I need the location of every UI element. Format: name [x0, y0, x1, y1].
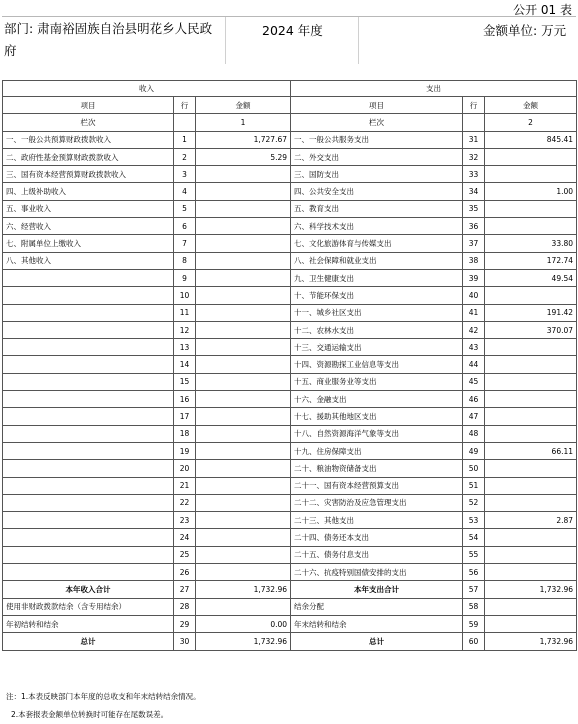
expense-amount: 1,732.96: [485, 581, 577, 598]
expense-item-header: 项目: [291, 97, 463, 114]
table-row: [3, 166, 577, 183]
income-row-number: 14: [174, 356, 196, 373]
income-amount: [196, 321, 291, 338]
income-row-number: 16: [174, 391, 196, 408]
income-amount: [196, 512, 291, 529]
expense-row-number: 58: [463, 598, 485, 615]
table-row: [3, 356, 577, 373]
income-row-number: 2: [174, 148, 196, 165]
income-row-number: 22: [174, 494, 196, 511]
income-amount: [196, 546, 291, 563]
income-amount: [196, 391, 291, 408]
form-code: 公开 01 表: [513, 3, 572, 17]
expense-row-number: 33: [463, 166, 485, 183]
table-row: [3, 512, 577, 529]
income-amount: [196, 269, 291, 286]
expense-row-number: 47: [463, 408, 485, 425]
income-row-number: 19: [174, 442, 196, 459]
income-row-number: 10: [174, 287, 196, 304]
expense-row-number: 35: [463, 200, 485, 217]
expense-item: 本年支出合计: [291, 581, 463, 598]
expense-amount: [485, 373, 577, 390]
expense-row-number: 39: [463, 269, 485, 286]
income-amount: [196, 598, 291, 615]
income-row-number: 11: [174, 304, 196, 321]
expense-amount: 49.54: [485, 269, 577, 286]
expense-item: 十六、金融支出: [291, 391, 463, 408]
income-item: [3, 494, 174, 511]
fiscal-year: 2024 年度: [226, 17, 359, 64]
income-amount: [196, 356, 291, 373]
income-amount: 1,727.67: [196, 131, 291, 148]
expense-item: 十三、交通运输支出: [291, 339, 463, 356]
expense-row-number: 38: [463, 252, 485, 269]
expense-item: 十四、资源勘探工业信息等支出: [291, 356, 463, 373]
expense-item: 三、国防支出: [291, 166, 463, 183]
income-item: [3, 373, 174, 390]
expense-lanci-row: [463, 114, 485, 131]
income-item: 使用非财政拨款结余（含专用结余）: [3, 598, 174, 615]
table-row: [3, 425, 577, 442]
income-item-header: 项目: [3, 97, 174, 114]
expense-row-number: 45: [463, 373, 485, 390]
income-item: 二、政府性基金预算财政拨款收入: [3, 148, 174, 165]
income-item: 一、一般公共预算财政拨款收入: [3, 131, 174, 148]
income-row-number: 27: [174, 581, 196, 598]
income-item: 八、其他收入: [3, 252, 174, 269]
income-item: 三、国有资本经营预算财政拨款收入: [3, 166, 174, 183]
expense-row-number: 42: [463, 321, 485, 338]
income-row-number: 3: [174, 166, 196, 183]
income-item: [3, 425, 174, 442]
table-row: [3, 391, 577, 408]
expense-row-number: 57: [463, 581, 485, 598]
expense-amount: [485, 477, 577, 494]
expense-item: 七、文化旅游体育与传媒支出: [291, 235, 463, 252]
expense-row-number: 50: [463, 460, 485, 477]
expense-item: 二十一、国有资本经营预算支出: [291, 477, 463, 494]
table-row: [3, 564, 577, 581]
amount-unit: 金额单位: 万元: [483, 23, 567, 38]
table-row: [3, 287, 577, 304]
income-row-number: 18: [174, 425, 196, 442]
income-row-number: 6: [174, 218, 196, 235]
income-row-number: 5: [174, 200, 196, 217]
table-row: [3, 442, 577, 459]
table-row: [3, 339, 577, 356]
income-amount: [196, 442, 291, 459]
income-item: 五、事业收入: [3, 200, 174, 217]
income-row-number: 29: [174, 615, 196, 632]
expense-item: 二十、粮油物资储备支出: [291, 460, 463, 477]
income-amount: [196, 339, 291, 356]
table-row: [3, 200, 577, 217]
table-row: [3, 183, 577, 200]
income-amount: [196, 304, 291, 321]
income-amount: [196, 494, 291, 511]
income-amount: [196, 287, 291, 304]
income-item: [3, 477, 174, 494]
expense-item: 二十二、灾害防治及应急管理支出: [291, 494, 463, 511]
expense-amount: [485, 339, 577, 356]
income-amount: [196, 425, 291, 442]
income-row-number: 23: [174, 512, 196, 529]
expense-item: 十八、自然资源海洋气象等支出: [291, 425, 463, 442]
expense-item: 二十五、债务付息支出: [291, 546, 463, 563]
expense-row-number: 34: [463, 183, 485, 200]
table-row: [3, 252, 577, 269]
income-amount: [196, 529, 291, 546]
table-row: [3, 304, 577, 321]
expense-row-number: 37: [463, 235, 485, 252]
income-row-header: 行: [174, 97, 196, 114]
expense-row-number: 48: [463, 425, 485, 442]
expense-item: 二十六、抗疫特别国债安排的支出: [291, 564, 463, 581]
table-row: [3, 269, 577, 286]
expense-row-number: 60: [463, 633, 485, 650]
income-item: [3, 442, 174, 459]
income-amount: [196, 477, 291, 494]
expense-amount: 66.11: [485, 442, 577, 459]
expense-amount: 33.80: [485, 235, 577, 252]
table-row: [3, 615, 577, 632]
income-item: 总计: [3, 633, 174, 650]
income-item: [3, 408, 174, 425]
income-row-number: 1: [174, 131, 196, 148]
expense-item: 二十三、其他支出: [291, 512, 463, 529]
income-row-number: 4: [174, 183, 196, 200]
expense-row-number: 54: [463, 529, 485, 546]
expense-amount: 191.42: [485, 304, 577, 321]
table-row: [3, 408, 577, 425]
table-row: [3, 494, 577, 511]
income-lanci-label: 栏次: [3, 114, 174, 131]
expense-amount: [485, 391, 577, 408]
expense-amount: [485, 494, 577, 511]
income-row-number: 8: [174, 252, 196, 269]
income-item: [3, 391, 174, 408]
income-row-number: 24: [174, 529, 196, 546]
income-amount: 1,732.96: [196, 633, 291, 650]
income-row-number: 13: [174, 339, 196, 356]
expense-row-number: 41: [463, 304, 485, 321]
expense-row-number: 32: [463, 148, 485, 165]
expense-amount: [485, 529, 577, 546]
expense-amount: [485, 598, 577, 615]
table-row: [3, 148, 577, 165]
expense-item: 十、节能环保支出: [291, 287, 463, 304]
expense-item: 六、科学技术支出: [291, 218, 463, 235]
income-amount: [196, 166, 291, 183]
expense-amount: 1,732.96: [485, 633, 577, 650]
expense-row-number: 53: [463, 512, 485, 529]
income-amount: [196, 218, 291, 235]
table-row: [3, 477, 577, 494]
expense-amount: [485, 287, 577, 304]
expense-amount: 370.07: [485, 321, 577, 338]
table-row: [3, 131, 577, 148]
table-row: [3, 581, 577, 598]
income-row-number: 15: [174, 373, 196, 390]
income-item: [3, 546, 174, 563]
income-item: [3, 321, 174, 338]
expense-row-number: 40: [463, 287, 485, 304]
income-amount: [196, 373, 291, 390]
expense-item: 十五、商业服务业等支出: [291, 373, 463, 390]
expense-amount: [485, 460, 577, 477]
table-row: [3, 218, 577, 235]
expense-amount: [485, 166, 577, 183]
expense-row-number: 36: [463, 218, 485, 235]
expense-item: 八、社会保障和就业支出: [291, 252, 463, 269]
table-row: [3, 546, 577, 563]
expense-section-header: 支出: [291, 81, 577, 97]
expense-item: 四、公共安全支出: [291, 183, 463, 200]
expense-amount-header: 金额: [485, 97, 577, 114]
income-amount-header: 金额: [196, 97, 291, 114]
income-item: [3, 356, 174, 373]
income-amount: [196, 408, 291, 425]
expense-item: 五、教育支出: [291, 200, 463, 217]
note-2: 2.本套报表金额单位转换时可能存在尾数误差。: [11, 710, 169, 719]
table-row: [3, 460, 577, 477]
note-1: 注：1.本表反映部门本年度的总收支和年末结转结余情况。: [6, 692, 201, 701]
expense-lanci-label: 栏次: [291, 114, 463, 131]
income-item: [3, 339, 174, 356]
department-name: 部门: 肃南裕固族自治县明花乡人民政府: [2, 17, 226, 64]
expense-row-number: 31: [463, 131, 485, 148]
income-lanci-row: [174, 114, 196, 131]
income-row-number: 20: [174, 460, 196, 477]
expense-item: 结余分配: [291, 598, 463, 615]
income-row-number: 25: [174, 546, 196, 563]
income-item: [3, 564, 174, 581]
expense-amount: [485, 615, 577, 632]
income-amount: [196, 183, 291, 200]
expense-item: 一、一般公共服务支出: [291, 131, 463, 148]
income-row-number: 30: [174, 633, 196, 650]
income-item: 本年收入合计: [3, 581, 174, 598]
expense-item: 十一、城乡社区支出: [291, 304, 463, 321]
expense-amount: [485, 425, 577, 442]
income-item: 四、上级补助收入: [3, 183, 174, 200]
table-row: [3, 529, 577, 546]
expense-amount: 172.74: [485, 252, 577, 269]
expense-row-number: 44: [463, 356, 485, 373]
expense-row-number: 52: [463, 494, 485, 511]
expense-item: 十七、援助其他地区支出: [291, 408, 463, 425]
table-row: [3, 598, 577, 615]
table-row: [3, 235, 577, 252]
income-amount: [196, 252, 291, 269]
income-item: [3, 304, 174, 321]
expense-amount: [485, 564, 577, 581]
income-item: [3, 529, 174, 546]
income-expense-table: [2, 80, 577, 651]
income-amount: [196, 460, 291, 477]
income-amount: [196, 235, 291, 252]
expense-amount: [485, 408, 577, 425]
income-lanci-number: 1: [196, 114, 291, 131]
expense-amount: 1.00: [485, 183, 577, 200]
table-row: [3, 321, 577, 338]
expense-row-number: 49: [463, 442, 485, 459]
income-item: 年初结转和结余: [3, 615, 174, 632]
income-row-number: 7: [174, 235, 196, 252]
income-amount: [196, 564, 291, 581]
expense-item: 十九、住房保障支出: [291, 442, 463, 459]
expense-item: 九、卫生健康支出: [291, 269, 463, 286]
income-item: 六、经营收入: [3, 218, 174, 235]
expense-item: 二十四、债务还本支出: [291, 529, 463, 546]
income-row-number: 21: [174, 477, 196, 494]
expense-item: 年末结转和结余: [291, 615, 463, 632]
income-row-number: 26: [174, 564, 196, 581]
expense-amount: [485, 200, 577, 217]
income-amount: 0.00: [196, 615, 291, 632]
report-header: [2, 16, 576, 64]
income-item: [3, 460, 174, 477]
expense-amount: 2.87: [485, 512, 577, 529]
table-notes: [6, 688, 201, 724]
income-item: [3, 512, 174, 529]
expense-amount: [485, 356, 577, 373]
expense-amount: [485, 148, 577, 165]
table-row: [3, 373, 577, 390]
income-amount: 1,732.96: [196, 581, 291, 598]
expense-lanci-number: 2: [485, 114, 577, 131]
expense-row-number: 46: [463, 391, 485, 408]
income-row-number: 28: [174, 598, 196, 615]
expense-row-number: 59: [463, 615, 485, 632]
income-item: [3, 269, 174, 286]
expense-row-header: 行: [463, 97, 485, 114]
expense-row-number: 43: [463, 339, 485, 356]
expense-row-number: 55: [463, 546, 485, 563]
income-item: [3, 287, 174, 304]
expense-amount: 845.41: [485, 131, 577, 148]
expense-amount: [485, 218, 577, 235]
expense-item: 总计: [291, 633, 463, 650]
table-row: [3, 633, 577, 650]
expense-row-number: 56: [463, 564, 485, 581]
expense-item: 十二、农林水支出: [291, 321, 463, 338]
income-amount: [196, 200, 291, 217]
income-amount: 5.29: [196, 148, 291, 165]
income-item: 七、附属单位上缴收入: [3, 235, 174, 252]
income-row-number: 12: [174, 321, 196, 338]
expense-amount: [485, 546, 577, 563]
income-row-number: 17: [174, 408, 196, 425]
expense-row-number: 51: [463, 477, 485, 494]
income-section-header: 收入: [3, 81, 291, 97]
income-row-number: 9: [174, 269, 196, 286]
expense-item: 二、外交支出: [291, 148, 463, 165]
